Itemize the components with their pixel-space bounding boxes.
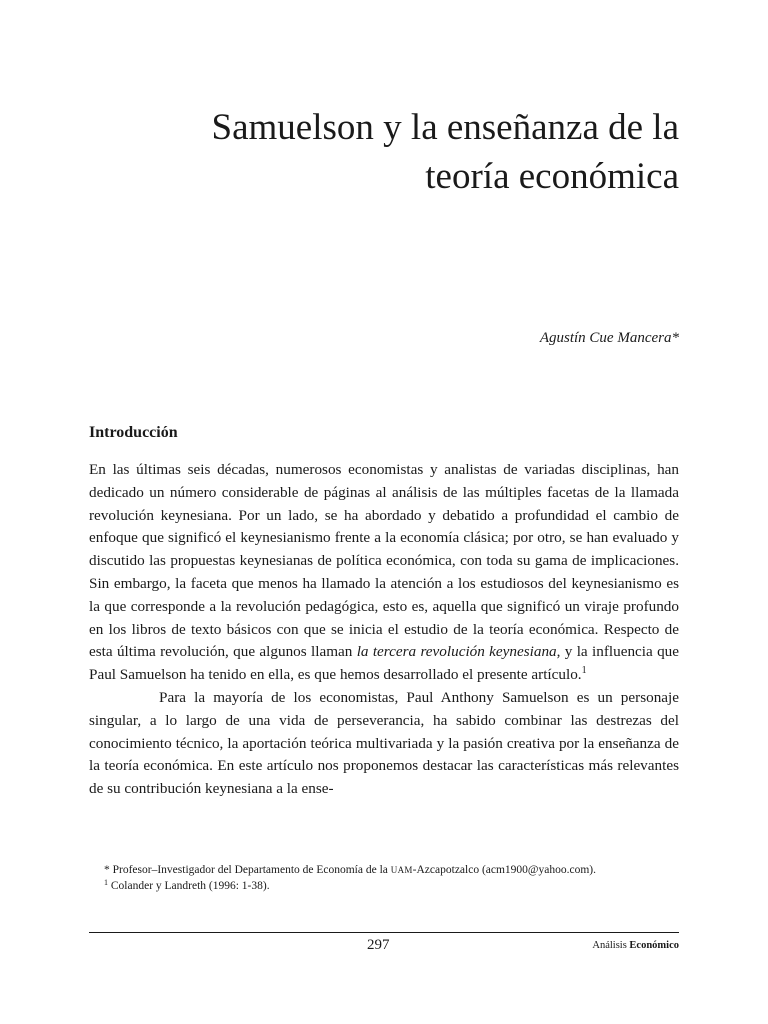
footnote-1-text: Colander y Landreth (1996: 1-38). bbox=[108, 880, 270, 892]
article-title bbox=[119, 103, 679, 201]
footnote-1 bbox=[104, 878, 679, 894]
paragraph-2: Para la mayoría de los economistas, Paul Anthony Samuelson es un personaje singular, a lo largo de una vida de perseverancia, ha sabido combinar las destrezas del conocimiento técnico, la aportación teórica multivariada y la pasión creativa por la enseñanza de la teoría económica. En este artículo nos proponemos destacar las características más relevantes de su contribución keynesiana a la ense- bbox=[89, 688, 679, 798]
article-title-line-1: Samuelson y la enseñanza de la bbox=[211, 106, 679, 148]
journal-name-bold: Económico bbox=[629, 940, 679, 951]
journal-name-prefix: Análisis bbox=[592, 940, 630, 951]
paragraph-1-text-a: En las últimas seis décadas, numerosos economistas y analistas de variadas disciplinas, han dedicado un número considerable de páginas al análisis de las múltiples facetas de la llamada revolución keynesiana. Por un lado, se ha abordado y debatido a profundidad el cambio de enfoque que significó el keynesianismo frente a la economía clásica; por otro, se han evaluado y discutido las propuestas keynesianas de política económica, con toda su gama de implicaciones. Sin embargo, la faceta que menos ha llamado la atención a los estudiosos del keynesianismo es la que corresponde a la revolución pedagógica, esto es, aquella que significó un viraje profundo en los libros de texto básicos con que se inicia el estudio de la teoría económica. Respecto de esta última revolución, que algunos llaman bbox=[89, 461, 679, 661]
journal-name bbox=[592, 940, 679, 951]
footnote-1-mark: 1 bbox=[104, 878, 108, 887]
page-number: 297 bbox=[367, 937, 390, 953]
paragraph-1 bbox=[89, 459, 679, 687]
article-title-line-2: teoría económica bbox=[425, 155, 679, 197]
footnote-reference-1[interactable]: 1 bbox=[581, 665, 587, 677]
author-name: Agustín Cue Mancera* bbox=[539, 330, 679, 346]
footnotes bbox=[104, 862, 679, 894]
paragraph-1-italic: la tercera revolución keynesiana bbox=[356, 643, 557, 661]
article-body bbox=[89, 459, 679, 801]
footer-rule bbox=[89, 932, 679, 933]
footnote-author-abbr: UAM bbox=[390, 865, 413, 875]
paragraph-1-text-b: , y la influencia que Paul Samuelson ha tenido en ella, es que hemos desarrollado el presente artículo. bbox=[89, 643, 679, 684]
section-heading: Introducción bbox=[89, 424, 178, 441]
footnote-author bbox=[104, 862, 679, 878]
footnote-author-suffix: -Azcapotzalco (acm1900@yahoo.com). bbox=[412, 864, 597, 876]
footnote-author-prefix: * Profesor–Investigador del Departamento de Economía de la bbox=[104, 864, 391, 876]
